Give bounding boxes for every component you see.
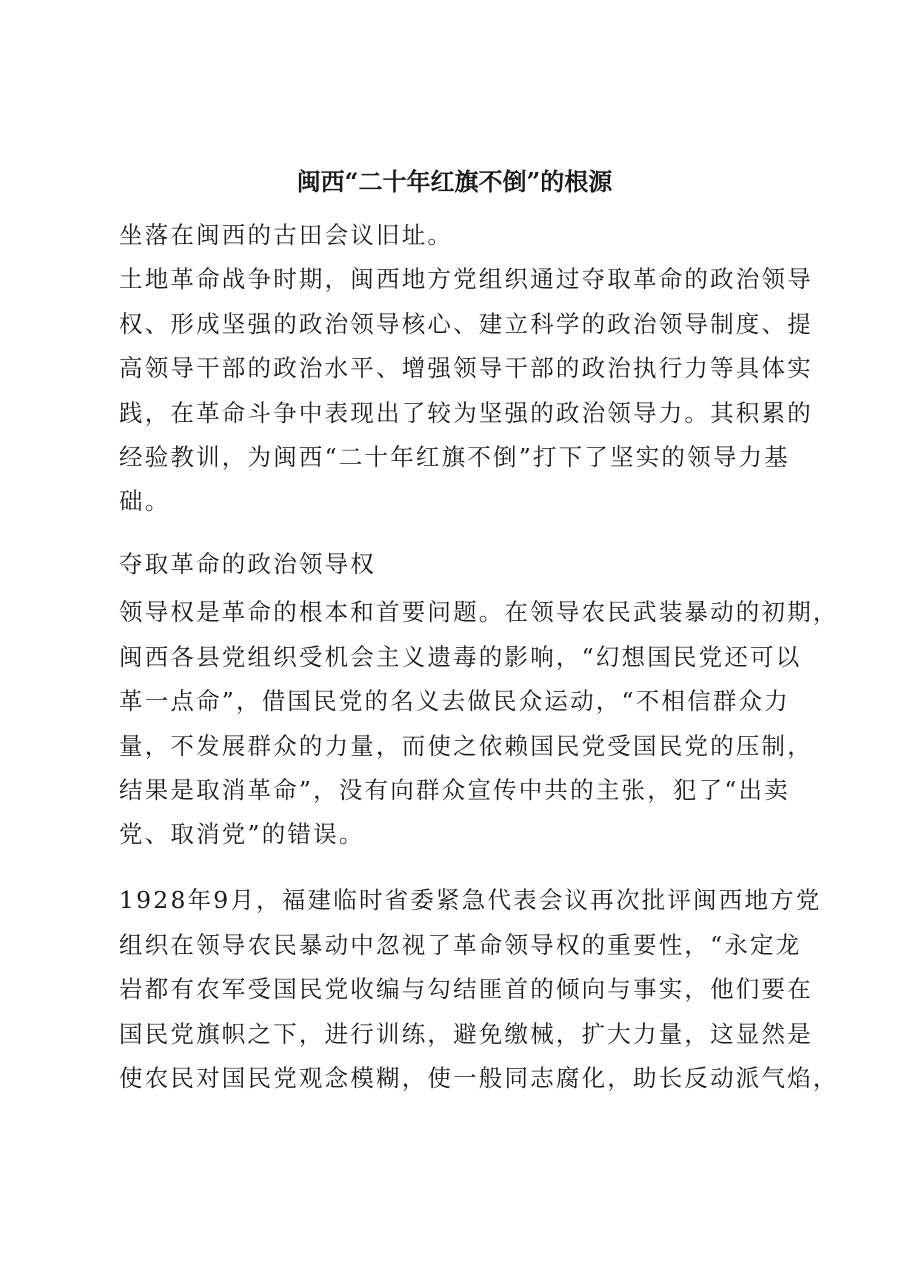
paragraph-line: 结果是取消革命”，没有向群众宣传中共的主张，犯了“出卖 bbox=[119, 776, 790, 804]
paragraph-line: 党、取消党”的错误。 bbox=[119, 820, 365, 848]
paragraph-line: 权、形成坚强的政治领导核心、建立科学的政治领导制度、提 bbox=[119, 310, 813, 338]
paragraph-line: 经验教训，为闽西“二十年红旗不倒”打下了坚实的领导力基 bbox=[119, 443, 790, 471]
paragraph-line: 使农民对国民党观念模糊，使一般同志腐化，助长反动派气焰， bbox=[119, 1064, 839, 1092]
paragraph-line: 领导权是革命的根本和首要问题。在领导农民武装暴动的初期， bbox=[119, 598, 839, 626]
paragraph-line: 组织在领导农民暴动中忽视了革命领导权的重要性，“永定龙 bbox=[119, 931, 802, 959]
paragraph-line: 革一点命”，借国民党的名义去做民众运动，“不相信群众力 bbox=[119, 687, 790, 715]
paragraph-line: 国民党旗帜之下，进行训练，避免缴械，扩大力量，这显然是 bbox=[119, 1020, 813, 1048]
paragraph-line: 土地革命战争时期，闽西地方党组织通过夺取革命的政治领导 bbox=[119, 265, 813, 293]
paragraph-line: 量，不发展群众的力量，而使之依赖国民党受国民党的压制， bbox=[119, 732, 813, 760]
document-title: 闽西“二十年红旗不倒”的根源 bbox=[296, 167, 613, 196]
paragraph-line: 础。 bbox=[119, 487, 171, 515]
paragraph-line: 高领导干部的政治水平、增强领导干部的政治执行力等具体实 bbox=[119, 354, 813, 382]
paragraph-line: 1928年9月，福建临时省委紧急代表会议再次批评闽西地方党 bbox=[119, 886, 822, 914]
paragraph-line: 坐落在闽西的古田会议旧址。 bbox=[119, 221, 454, 249]
section-heading: 夺取革命的政治领导权 bbox=[119, 550, 376, 578]
paragraph-line: 践，在革命斗争中表现出了较为坚强的政治领导力。其积累的 bbox=[119, 399, 813, 427]
paragraph-line: 岩都有农军受国民党收编与勾结匪首的倾向与事实，他们要在 bbox=[119, 975, 813, 1003]
paragraph-line: 闽西各县党组织受机会主义遗毒的影响，“幻想国民党还可以 bbox=[119, 643, 802, 671]
